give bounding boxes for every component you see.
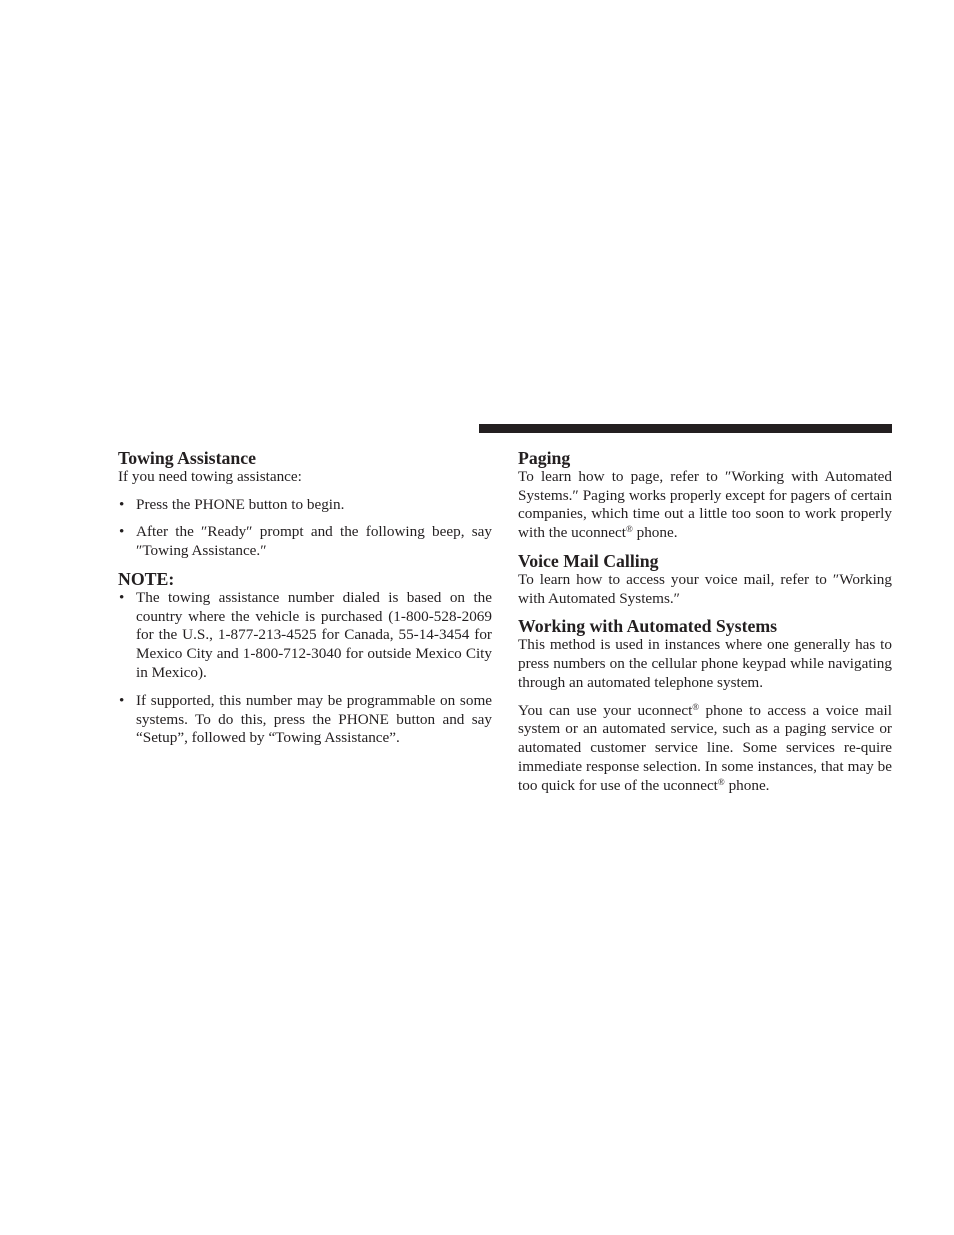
paging-text-part: phone. [632, 524, 678, 542]
automated-systems-heading: Working with Automated Systems [518, 616, 778, 637]
towing-assistance-heading: Towing Assistance [118, 448, 257, 468]
bullet-icon: • [119, 691, 125, 709]
note-text: If supported, this number may be programmable on some systems. To do this, press the PHONE button and say “Setup”, followed by “Towing Assistance”. [136, 691, 492, 747]
registered-mark: ® [692, 701, 700, 712]
step-text: After the ″Ready″ prompt and the following beep, say ″Towing Assistance.″ [136, 523, 492, 560]
automated-text-part: You can use your uconnect [518, 701, 693, 719]
automated-text-part: phone to access a voice mail system or an automated service, such as a paging service or automated customer service line. Some services re-quire immediate response selection. In some instances, that may be too quick for use of the uconnect [518, 701, 892, 794]
towing-intro-text: If you need towing assistance: [118, 467, 302, 485]
note-text: The towing assistance number dialed is based on the country where the vehicle is purchased (1-800-528-2069 for the U.S., 1-877-213-4525 for Canada, 55-14-3454 for Mexico City and 1-800-712-3040 for outside Mexico City in Mexico). [136, 588, 492, 681]
list-item [118, 523, 492, 561]
automated-systems-text-1: This method is used in instances where one generally has to press numbers on the cellular phone keypad while navigating through an automated telephone system. [518, 636, 892, 691]
list-item [118, 496, 492, 515]
automated-systems-text-2 [518, 702, 892, 796]
note-label: NOTE: [118, 568, 175, 589]
voice-mail-heading: Voice Mail Calling [518, 550, 659, 571]
section-header-rule [479, 424, 892, 433]
paging-text-part: To learn how to page, refer to ″Working with Automated Systems.″ Paging works properly except for pagers of certain companies, which time out a little too soon to work properly with the uconnect [518, 467, 892, 542]
list-item [118, 692, 492, 748]
right-column [518, 449, 892, 796]
paging-heading: Paging [518, 448, 571, 468]
bullet-icon: • [119, 523, 125, 541]
towing-steps-list [118, 496, 492, 561]
paging-text [518, 468, 892, 543]
voice-mail-text: To learn how to access your voice mail, refer to ″Working with Automated Systems.″ [518, 570, 892, 607]
automated-text-part: phone. [724, 776, 770, 794]
registered-mark: ® [717, 776, 725, 787]
step-text: Press the PHONE button to begin. [136, 495, 345, 513]
list-item [118, 589, 492, 683]
bullet-icon: • [119, 588, 125, 606]
registered-mark: ® [625, 524, 633, 535]
left-column [118, 449, 492, 748]
notes-list [118, 589, 492, 748]
bullet-icon: • [119, 495, 125, 513]
